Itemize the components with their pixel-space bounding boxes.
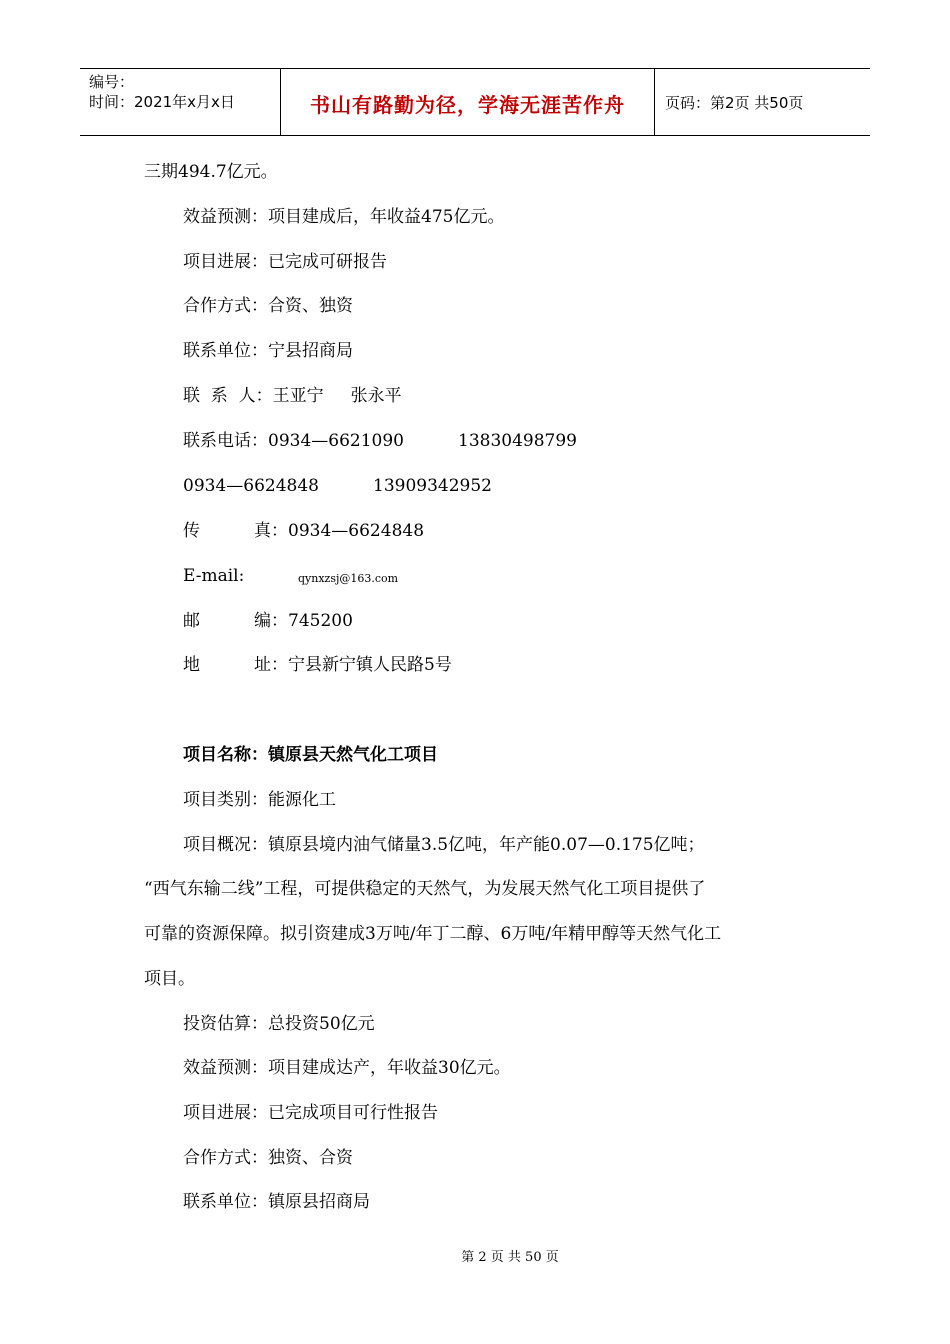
text-line: 投资估算：总投资50亿元 — [183, 1014, 375, 1034]
text-line: 项目进展：已完成可研报告 — [183, 252, 387, 272]
text-line: 项目进展：已完成项目可行性报告 — [183, 1103, 438, 1123]
text-line: 项目。 — [144, 969, 195, 989]
text-line: 合作方式：独资、合资 — [183, 1148, 353, 1168]
text-line: 传 真：0934—6624848 — [183, 521, 425, 541]
email-value: qynxzsj@163.com — [298, 572, 399, 585]
header-page-cell — [655, 69, 870, 135]
text-line: 合作方式：合资、独资 — [183, 296, 353, 316]
text-line: 效益预测：项目建成达产，年收益30亿元。 — [183, 1058, 511, 1078]
text-line: 可靠的资源保障。拟引资建成3万吨/年丁二醇、6万吨/年精甲醇等天然气化工 — [144, 924, 722, 944]
text-line: 0934—6624848 13909342952 — [183, 476, 492, 496]
project-title: 项目名称：镇原县天然气化工项目 — [183, 745, 438, 765]
page-info: 页码：第2页 共50页 — [665, 93, 804, 112]
date-label: 时间：2021年x月x日 — [89, 93, 235, 111]
header-left-cell — [80, 69, 281, 135]
text-line: “西气东输二线”工程，可提供稳定的天然气，为发展天然气化工项目提供了 — [144, 879, 706, 899]
page-header — [80, 68, 870, 136]
text-line: 联系单位：镇原县招商局 — [183, 1192, 370, 1212]
serial-label: 编号： — [89, 73, 135, 91]
email-label: E-mail: — [183, 566, 245, 586]
text-line: 联系电话：0934—6621090 13830498799 — [183, 431, 577, 451]
text-line: 项目概况：镇原县境内油气储量3.5亿吨，年产能0.07—0.175亿吨； — [183, 835, 705, 855]
text-line: 项目类别：能源化工 — [183, 790, 336, 810]
text-line: 联系单位：宁县招商局 — [183, 341, 353, 361]
text-line: 效益预测：项目建成后，年收益475亿元。 — [183, 207, 505, 227]
text-line: 地 址：宁县新宁镇人民路5号 — [183, 655, 452, 675]
text-line: 三期494.7亿元。 — [144, 162, 278, 182]
text-line: 联 系 人：王亚宁 张永平 — [183, 386, 402, 406]
header-motto-cell — [281, 69, 655, 135]
motto-text: 书山有路勤为径，学海无涯苦作舟 — [310, 92, 625, 117]
text-line: 邮 编：745200 — [183, 611, 353, 631]
page-footer: 第 2 页 共 50 页 — [461, 1250, 559, 1265]
